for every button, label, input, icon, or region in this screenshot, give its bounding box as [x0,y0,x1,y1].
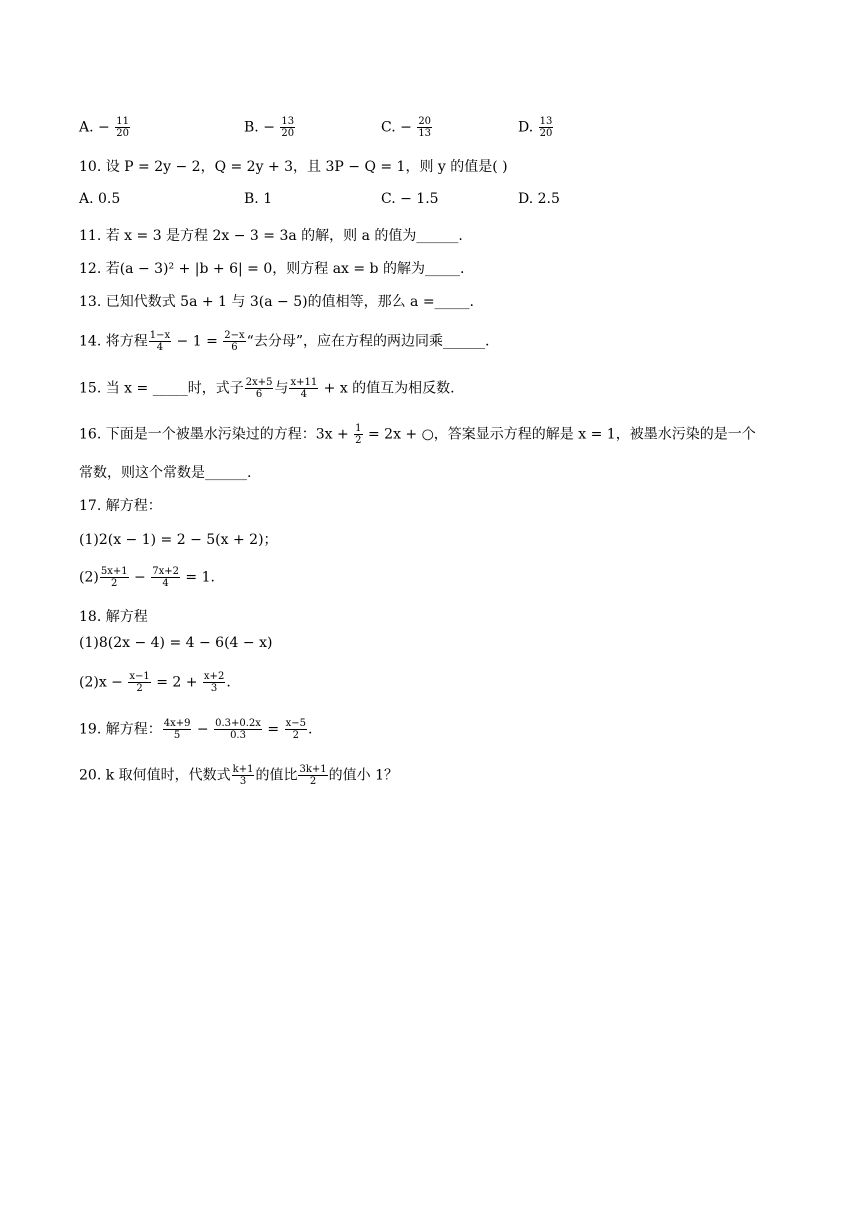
option-label: D. [518,119,534,136]
text-segment: (2)x − [79,674,128,691]
text-segment: − 1 = [172,333,223,350]
text-segment: = 1. [180,569,215,586]
fraction [232,764,255,787]
denominator: 2 [355,435,362,446]
text-segment: 与 [274,380,289,397]
question-17-title: 17. 解方程： [79,498,162,514]
q9-option-d [518,116,554,139]
question-11: 11. 若 x = 3 是方程 2x − 3 = 3a 的解，则 a 的值为______. [79,228,463,244]
fraction [223,330,245,353]
text-segment: 15. 当 x = _____时，式子 [79,380,244,397]
numerator: x+2 [203,671,225,682]
numerator: x+11 [290,377,318,388]
numerator: 20 [418,116,432,127]
minus-sign: − [98,119,110,136]
numerator: 13 [539,116,553,127]
denominator: 5 [173,730,181,741]
question-18-part-1: (1)8(2x − 4) = 4 − 6(4 − x) [79,635,273,651]
text-segment: = [262,721,284,738]
q10-option-a: A. 0.5 [79,191,121,207]
fraction [115,116,130,139]
question-13: 13. 已知代数式 5a + 1 与 3(a − 5)的值相等，那么 a =_____. [79,294,475,310]
text-segment: “去分母”，应在方程的两边同乘______. [246,333,490,350]
numerator: 1 [355,423,362,434]
text-segment: + x 的值互为相反数. [319,380,455,397]
fraction [128,671,150,694]
denominator: 2 [136,683,143,694]
denominator: 2 [111,578,118,589]
question-20 [79,764,398,787]
numerator: 11 [116,116,129,127]
denominator: 4 [156,342,164,353]
question-17-part-1: (1)2(x − 1) = 2 − 5(x + 2)； [79,532,278,548]
text-segment: (2) [79,569,99,586]
numerator: x−5 [285,718,306,729]
question-17-part-2 [79,566,215,589]
text-segment: = 2 + [151,674,202,691]
numerator: 13 [281,116,295,127]
fraction [285,718,307,741]
text-segment: 14. 将方程 [79,333,148,350]
denominator: 4 [162,578,169,589]
q9-option-b [244,116,296,139]
text-segment: − [129,569,151,586]
denominator: 20 [281,128,295,139]
text-segment: . [226,674,231,691]
fraction [354,423,362,446]
denominator: 0.3 [230,730,246,741]
question-15 [79,377,455,400]
fraction [245,377,274,400]
fraction [298,764,327,787]
question-16-line-2: 常数，则这个常数是______. [79,465,252,481]
fraction [280,116,295,139]
text-segment: = 2x + ○，答案显示方程的解是 x = 1，被墨水污染的是一个 [363,426,756,443]
denominator: 3 [239,776,247,787]
denominator: 2 [292,730,299,741]
text-segment: 的值比 [255,767,298,784]
text-segment: 20. k 取何值时，代数式 [79,767,231,784]
q10-option-d: D. 2.5 [518,191,560,207]
denominator: 6 [255,389,263,400]
denominator: 20 [116,128,129,139]
question-14 [79,330,489,353]
question-19 [79,718,312,741]
numerator: 2x+5 [245,377,273,388]
denominator: 3 [210,683,218,694]
numerator: 4x+9 [163,718,191,729]
numerator: 2−x [224,330,245,341]
denominator: 13 [418,128,432,139]
denominator: 4 [300,389,308,400]
question-16 [79,423,756,446]
q9-option-a [79,116,131,139]
question-10: 10. 设 P = 2y − 2，Q = 2y + 3，且 3P − Q = 1，则 y 的值是( ) [79,159,508,175]
fraction [100,566,129,589]
question-18-title: 18. 解方程 [79,609,148,625]
question-12: 12. 若(a − 3)² + |b + 6| = 0，则方程 ax = b 的解为_____. [79,261,465,277]
fraction [203,671,225,694]
numerator: 1−x [149,330,171,341]
fraction [149,330,171,353]
minus-sign: − [263,119,275,136]
numerator: x−1 [129,671,150,682]
text-segment: . [307,721,313,738]
denominator: 20 [539,128,553,139]
fraction [163,718,192,741]
denominator: 6 [231,342,238,353]
q10-option-c: C. − 1.5 [381,191,439,207]
numerator: 0.3+0.2x [215,718,261,729]
minus-sign: − [400,119,412,136]
fraction [539,116,554,139]
question-18-part-2 [79,671,231,694]
numerator: 5x+1 [100,566,128,577]
option-label: B. [244,119,259,136]
q10-option-b: B. 1 [244,191,273,207]
fraction [289,377,318,400]
q9-option-c [381,116,433,139]
option-label: A. [79,119,94,136]
fraction [151,566,180,589]
text-segment: 19. 解方程： [79,721,162,738]
denominator: 2 [309,776,317,787]
numerator: 3k+1 [299,764,327,775]
numerator: 7x+2 [152,566,179,577]
fraction [417,116,432,139]
option-label: C. [381,119,396,136]
text-segment: − [192,721,214,738]
fraction [214,718,262,741]
text-segment: 16. 下面是一个被墨水污染过的方程：3x + [79,426,354,443]
numerator: k+1 [232,764,254,775]
text-segment: 的值小 1？ [328,767,398,784]
